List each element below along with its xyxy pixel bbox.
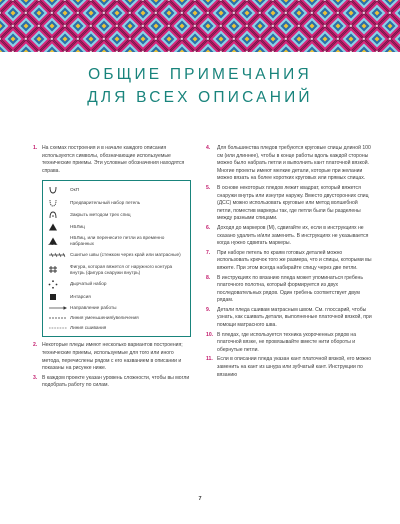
symbol-legend [42,180,191,337]
legend-label: ОкП [70,187,80,193]
note-text: Детали пледа сшивам матрасным швом. См. глоссарий, чтобы узнать, как сшивать детали, выполненные платочной вязкой, при помощи матрасного шва. [217,306,372,329]
note-item [206,145,374,183]
legend-row [48,305,184,311]
three-needle-icon [48,211,58,219]
legend-label: Направление работы [70,305,117,311]
legend-row [48,223,184,231]
note-text: Доходя до маркеров (М), сдвигайте их, если в инструкциях не сказано удалить и/или заменить. В инструкциях не указывается когда нужно сдвигать маркеры. [217,224,369,247]
arrow-line-icon [48,305,68,311]
cup-icon [48,186,58,194]
page-number: 7 [198,496,202,502]
note-number: 7. [206,249,211,256]
note-number: 6. [206,224,211,231]
dotted-line-icon [48,325,68,331]
legend-label: Предварительный набор петель [70,199,141,205]
square-icon [48,293,58,301]
pattern-icon [0,0,400,52]
note-item [206,356,374,379]
legend-row [48,199,184,207]
legend-label: НБЛиц [70,223,85,229]
note-number: 10. [206,331,214,338]
note-item [206,275,374,305]
page-title [0,63,400,109]
note-number: 3. [33,374,38,381]
note-item [206,332,374,355]
note-item [33,145,191,175]
triangle-icon [48,223,58,231]
note-number: 4. [206,145,211,151]
legend-row [48,186,184,194]
note-text: Для большинства пледов требуются круговые спицы длиной 100 см (или длиннее), чтобы в конце работы вдоль каждой стороны можно было набрать петли и выполнить кант платочной вязкой. Многие проекты имеют мелкие детали, которые при желании можно вязать на более коротких круговых или прямых спицах. [217,145,371,182]
note-text: В основе некоторых пледов лежит квадрат, который вяжется снаружи внутрь или изнутри наружу. Вместо двусторонних спиц (ДСС) можно использовать круговые или метод волшебной петли, поместив маркеры так, где петли были бы разделены между разными спицами. [217,184,369,222]
note-item [33,375,191,390]
left-column [33,145,191,392]
note-text: Некоторые пледы имеют несколько вариантов построения; технические приемы, используемые для того или иного метода, перечислены рядом с его названием в описании и показаны на рисунке ниже. [42,342,183,372]
note-text: В пледах, где используется техника укороченных рядов на платочной вязке, не провязывайте вместе нити обороты и обернутые петли. [217,331,357,353]
legend-label: Линия сшивания [70,325,107,331]
legend-row [48,293,184,301]
seam-icon [48,251,66,259]
legend-label: Интарсия [70,293,91,299]
title-line-1: ОБЩИЕ ПРИМЕЧАНИЯ [88,66,312,83]
triangle-outline-icon [48,237,58,245]
note-number: 5. [206,184,211,191]
hash-icon [48,265,58,274]
legend-label: Линия уменьшения/увеличения [70,315,139,321]
note-item [206,185,374,223]
legend-row [48,280,184,289]
cast-on-icon [48,199,58,207]
note-number: 9. [206,306,211,313]
legend-row [48,264,184,276]
legend-label: Дырчатый набор [70,281,107,287]
dashed-line-icon [48,315,68,321]
right-column [206,145,374,381]
note-number: 8. [206,274,211,281]
note-number: 2. [33,342,38,349]
note-number: 1. [33,145,38,151]
legend-row [48,315,184,321]
note-text: На схемах построения и в начале каждого описания используются символы, обозначающие используемые технические приемы. Эти условные обозначения находятся справа. [42,145,185,174]
note-number: 11. [206,356,213,363]
legend-label: Фигура, которая вяжется от наружного контура внутрь (фигура снаружи внутрь) [70,263,173,275]
note-item [206,250,374,273]
note-text: В инструкциях по вязанию пледа может упоминаться гребень платочного полотна, который формируется из двух последовательных рядов. Один гребень соответствует двум рядам. [217,274,363,304]
diamond-dots-icon [48,280,58,289]
legend-row [48,251,184,259]
note-item [33,342,191,372]
note-text: При наборе петель по краям готовых деталей можно использовать крючок того же размера, что и спицы, которыми вы вяжете. При этом всегда набирайте спицу через две петли. [217,249,372,271]
title-line-2: ДЛЯ ВСЕХ ОПИСАНИЙ [87,89,313,106]
note-text: Если в описании пледа указан кант платочной вязкой, его можно заменить на кант из шнура или зубчатый кант. Инструкции по вязанию [217,356,372,378]
note-item [206,307,374,330]
legend-label: НБЛиц, или перенесите петли из временно набранных [70,235,165,247]
note-item [206,225,374,248]
legend-label: Сшитые швы (стежком через край или матрасные) [70,252,181,258]
legend-row [48,325,184,331]
legend-label: Закрыть методом трех спиц [70,211,131,217]
decorative-banner [0,0,400,52]
note-text: В каждом проекте указан уровень сложности, чтобы вы могли подобрать работу по силам. [42,374,190,389]
legend-row [48,235,184,247]
legend-row [48,211,184,219]
